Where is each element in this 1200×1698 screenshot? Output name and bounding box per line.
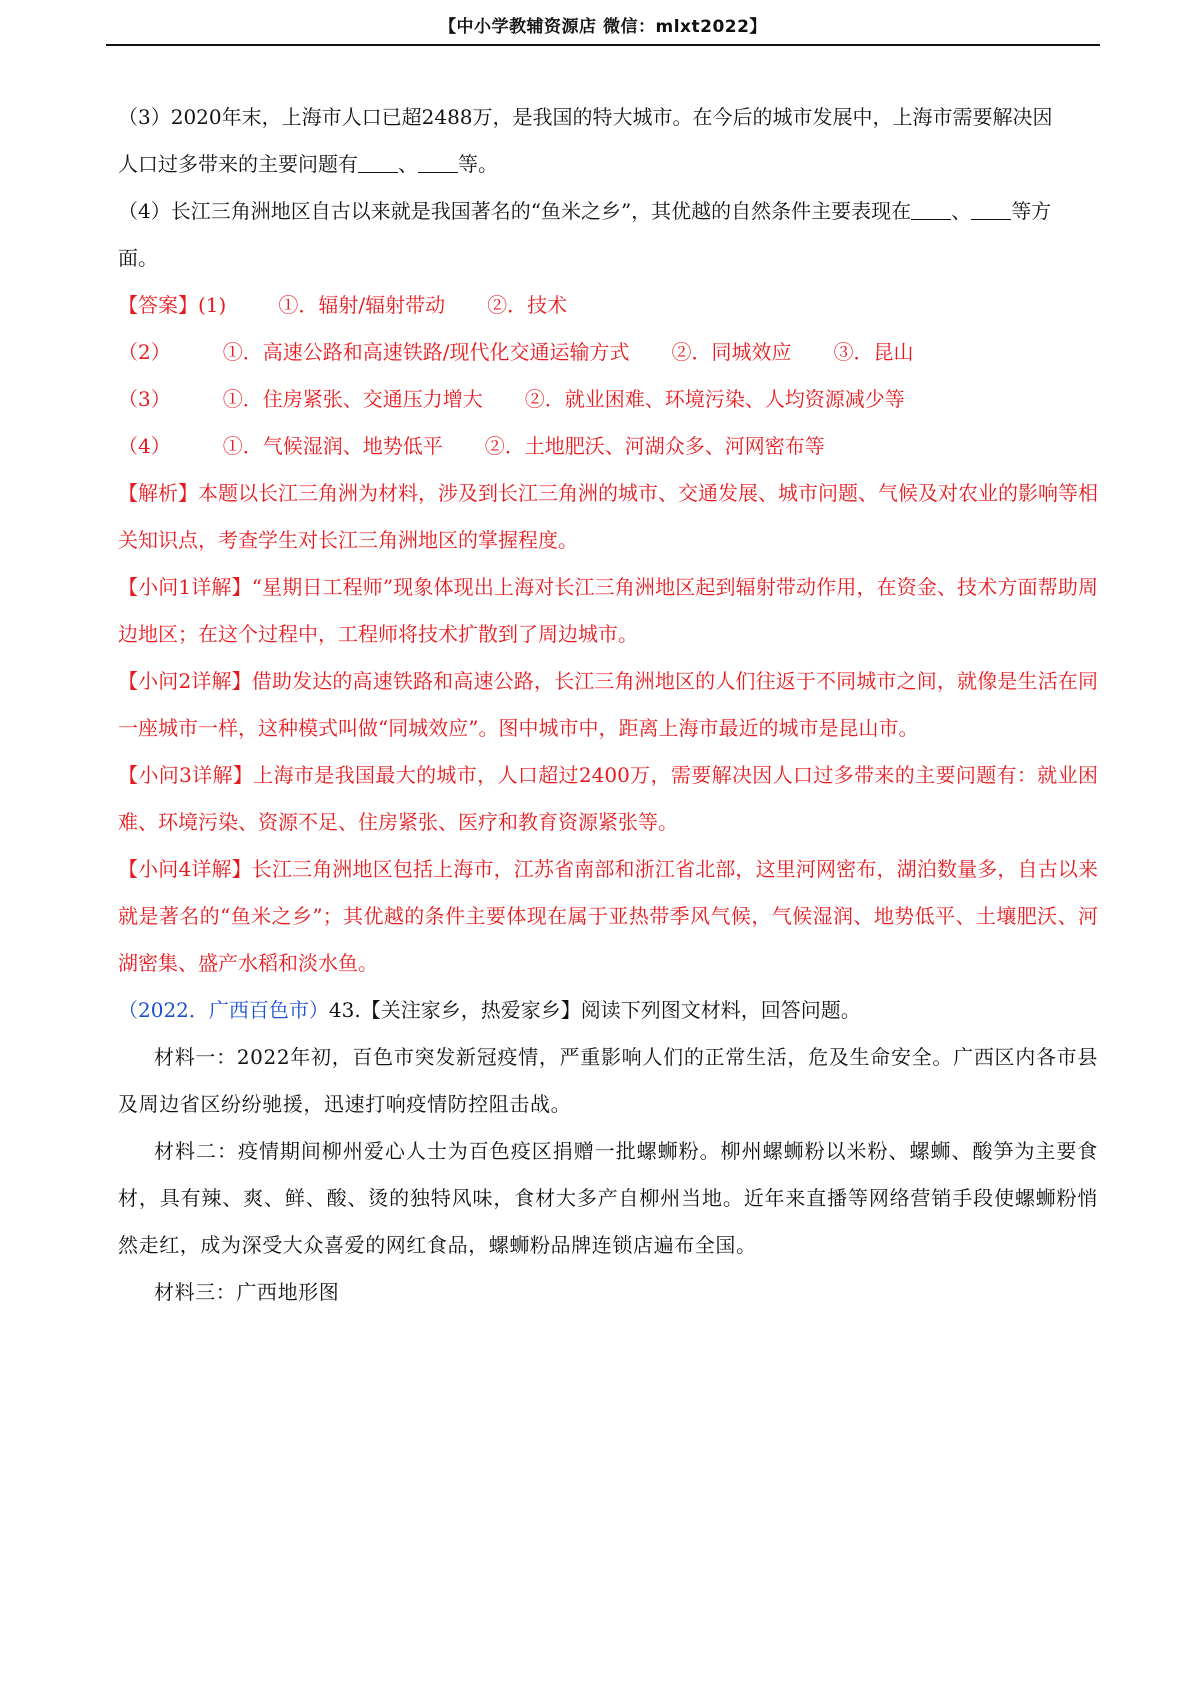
q4-line2: 面。 — [118, 246, 158, 270]
detail-2-label: 【小问2详解】 — [118, 669, 252, 693]
detail-4-text: 长江三角洲地区包括上海市，江苏省南部和浙江省北部，这里河网密布，湖泊数量多，自古以来就是著名的“鱼米之乡”；其优越的条件主要体现在属于亚热带季风气候，气候湿润、地势低平、土壤肥沃、河湖密集、盛产水稻和淡水鱼。 — [118, 857, 1099, 975]
q4-line1-pre: （4）长江三角洲地区自古以来就是我国著名的“鱼米之乡”，其优越的自然条件主要表现在 — [118, 199, 912, 223]
detail-3-text: 上海市是我国最大的城市，人口超过2400万，需要解决因人口过多带来的主要问题有：就业困难、环境污染、资源不足、住房紧张、医疗和教育资源紧张等。 — [118, 763, 1098, 834]
detail-1 — [118, 564, 1098, 658]
detail-4 — [118, 846, 1098, 987]
material-3: 材料三：广西地形图 — [154, 1280, 340, 1304]
q3-line2-pre: 人口过多带来的主要问题有 — [118, 152, 358, 176]
blank-separator: 、 — [398, 152, 418, 176]
header-text: 【中小学教辅资源店 微信：mlxt2022】 — [439, 17, 767, 37]
answer-part: ①．住房紧张、交通压力增大 — [222, 387, 483, 411]
answer-blank — [358, 152, 398, 173]
answer-blank — [418, 152, 458, 173]
question-43-title — [118, 987, 1098, 1034]
q4-line1-post: 等方 — [1011, 199, 1052, 223]
q3-line1: （3）2020年末，上海市人口已超2488万，是我国的特大城市。在今后的城市发展中，上海市需要解决因 — [118, 105, 1053, 129]
answer-part: ①．辐射/辐射带动 — [278, 293, 446, 317]
detail-4-label: 【小问4详解】 — [118, 857, 252, 881]
detail-1-text: “星期日工程师”现象体现出上海对长江三角洲地区起到辐射带动作用，在资金、技术方面帮助周边地区；在这个过程中，工程师将技术扩散到了周边城市。 — [118, 575, 1098, 646]
answer-line-4 — [118, 423, 1098, 470]
detail-3 — [118, 752, 1098, 846]
answer-line-1 — [118, 282, 1098, 329]
analysis-text: 本题以长江三角洲为材料，涉及到长江三角洲的城市、交通发展、城市问题、气候及对农业的影响等相关知识点，考查学生对长江三角洲地区的掌握程度。 — [118, 481, 1098, 552]
answer-number: （2） — [118, 340, 171, 364]
question-source: （2022．广西百色市） — [118, 998, 329, 1022]
answer-part: ②．土地肥沃、河湖众多、河网密布等 — [484, 434, 825, 458]
answer-number: (1) — [198, 293, 227, 317]
answer-part: ①．高速公路和高速铁路/现代化交通运输方式 — [222, 340, 630, 364]
answer-number: （3） — [118, 387, 171, 411]
answer-blank — [971, 199, 1011, 220]
material-2: 材料二：疫情期间柳州爱心人士为百色疫区捐赠一批螺蛳粉。柳州螺蛳粉以米粉、螺蛳、酸笋为主要食材，具有辣、爽、鲜、酸、烫的独特风味，食材大多产自柳州当地。近年来直播等网络营销手段使螺蛳粉悄然走红，成为深受大众喜爱的网红食品，螺蛳粉品牌连锁店遍布全国。 — [118, 1139, 1098, 1257]
answer-line-2 — [118, 329, 1098, 376]
question-title: 43.【关注家乡，热爱家乡】阅读下列图文材料，回答问题。 — [328, 998, 861, 1022]
answer-part: ②．技术 — [487, 293, 568, 317]
answer-label: 【答案】 — [118, 293, 198, 317]
answer-part: ③．昆山 — [833, 340, 914, 364]
detail-3-label: 【小问3详解】 — [118, 763, 254, 787]
detail-2-text: 借助发达的高速铁路和高速公路，长江三角洲地区的人们往返于不同城市之间，就像是生活在同一座城市一样，这种模式叫做“同城效应”。图中城市中，距离上海市最近的城市是昆山市。 — [118, 669, 1099, 740]
detail-1-label: 【小问1详解】 — [118, 575, 252, 599]
analysis-paragraph — [118, 470, 1098, 564]
answer-part: ②．同城效应 — [671, 340, 792, 364]
blank-separator: 、 — [951, 199, 972, 223]
answer-part: ①．气候湿润、地势低平 — [222, 434, 443, 458]
detail-2 — [118, 658, 1098, 752]
answer-line-3 — [118, 376, 1098, 423]
analysis-label: 【解析】 — [118, 481, 198, 505]
question-4 — [118, 188, 1098, 282]
answer-number: （4） — [118, 434, 171, 458]
question-3 — [118, 94, 1098, 188]
material-1: 材料一：2022年初，百色市突发新冠疫情，严重影响人们的正常生活，危及生命安全。广西区内各市县及周边省区纷纷驰援，迅速打响疫情防控阻击战。 — [118, 1045, 1098, 1116]
q3-line2-post: 等。 — [458, 152, 498, 176]
answer-blank — [911, 199, 951, 220]
document-body — [118, 94, 1098, 1316]
page-header — [106, 12, 1100, 46]
answer-part: ②．就业困难、环境污染、人均资源减少等 — [524, 387, 905, 411]
